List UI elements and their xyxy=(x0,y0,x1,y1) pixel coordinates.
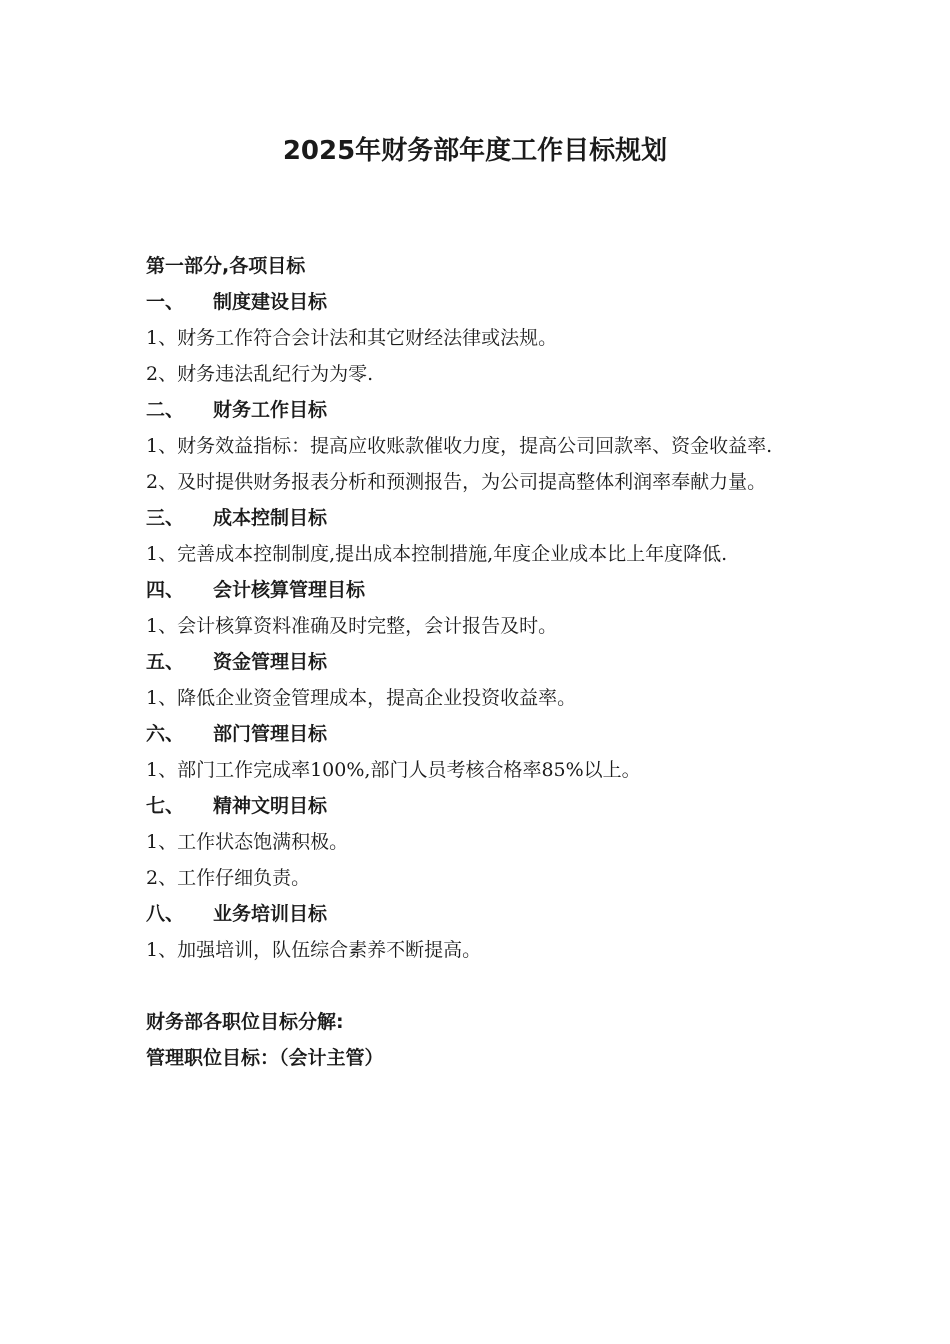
section-number: 七、 xyxy=(146,795,185,817)
section-heading xyxy=(146,788,810,824)
section-number: 二、 xyxy=(146,399,185,421)
section-item: 1、工作状态饱满积极。 xyxy=(146,831,349,853)
section-8 xyxy=(146,896,810,968)
section-2 xyxy=(146,392,810,500)
spacer xyxy=(146,968,810,1004)
section-title: 资金管理目标 xyxy=(213,651,328,673)
section-title: 制度建设目标 xyxy=(213,291,328,313)
section-item: 1、降低企业资金管理成本，提高企业投资收益率。 xyxy=(146,687,577,709)
section-heading xyxy=(146,716,810,752)
section-title: 财务工作目标 xyxy=(213,399,328,421)
section-heading xyxy=(146,284,810,320)
section-title: 部门管理目标 xyxy=(213,723,328,745)
section-heading xyxy=(146,644,810,680)
section-3 xyxy=(146,500,810,572)
section-number: 六、 xyxy=(146,723,185,745)
document-title: 2025年财务部年度工作目标规划 xyxy=(282,136,668,166)
section-title: 成本控制目标 xyxy=(213,507,328,529)
section-item: 1、财务工作符合会计法和其它财经法律或法规。 xyxy=(146,327,558,349)
section-item: 1、加强培训，队伍综合素养不断提高。 xyxy=(146,939,482,961)
section-item: 2、工作仔细负责。 xyxy=(146,867,311,889)
document-body xyxy=(146,248,810,1076)
section-number: 三、 xyxy=(146,507,185,529)
section-title: 会计核算管理目标 xyxy=(213,579,366,601)
section-number: 四、 xyxy=(146,579,185,601)
section-item: 1、部门工作完成率100%,部门人员考核合格率85%以上。 xyxy=(146,759,641,781)
section-title: 精神文明目标 xyxy=(213,795,328,817)
section-number: 八、 xyxy=(146,903,185,925)
section-item: 1、会计核算资料准确及时完整，会计报告及时。 xyxy=(146,615,558,637)
section-6 xyxy=(146,716,810,788)
section-heading xyxy=(146,896,810,932)
section-7 xyxy=(146,788,810,896)
section-item: 2、及时提供财务报表分析和预测报告，为公司提高整体利润率奉献力量。 xyxy=(146,471,767,493)
section-4 xyxy=(146,572,810,644)
section-5 xyxy=(146,644,810,716)
breakdown-heading: 财务部各职位目标分解: xyxy=(146,1011,344,1033)
section-item: 1、财务效益指标：提高应收账款催收力度，提高公司回款率、资金收益率. xyxy=(146,435,773,457)
section-heading xyxy=(146,500,810,536)
section-item: 2、财务违法乱纪行为为零. xyxy=(146,363,374,385)
section-number: 五、 xyxy=(146,651,185,673)
section-title: 业务培训目标 xyxy=(213,903,328,925)
management-heading: 管理职位目标：（会计主管） xyxy=(146,1047,384,1069)
section-number: 一、 xyxy=(146,291,185,313)
section-heading xyxy=(146,392,810,428)
section-item: 1、完善成本控制制度,提出成本控制措施,年度企业成本比上年度降低. xyxy=(146,543,728,565)
part-heading: 第一部分,各项目标 xyxy=(146,255,306,277)
section-heading xyxy=(146,572,810,608)
section-1 xyxy=(146,284,810,392)
